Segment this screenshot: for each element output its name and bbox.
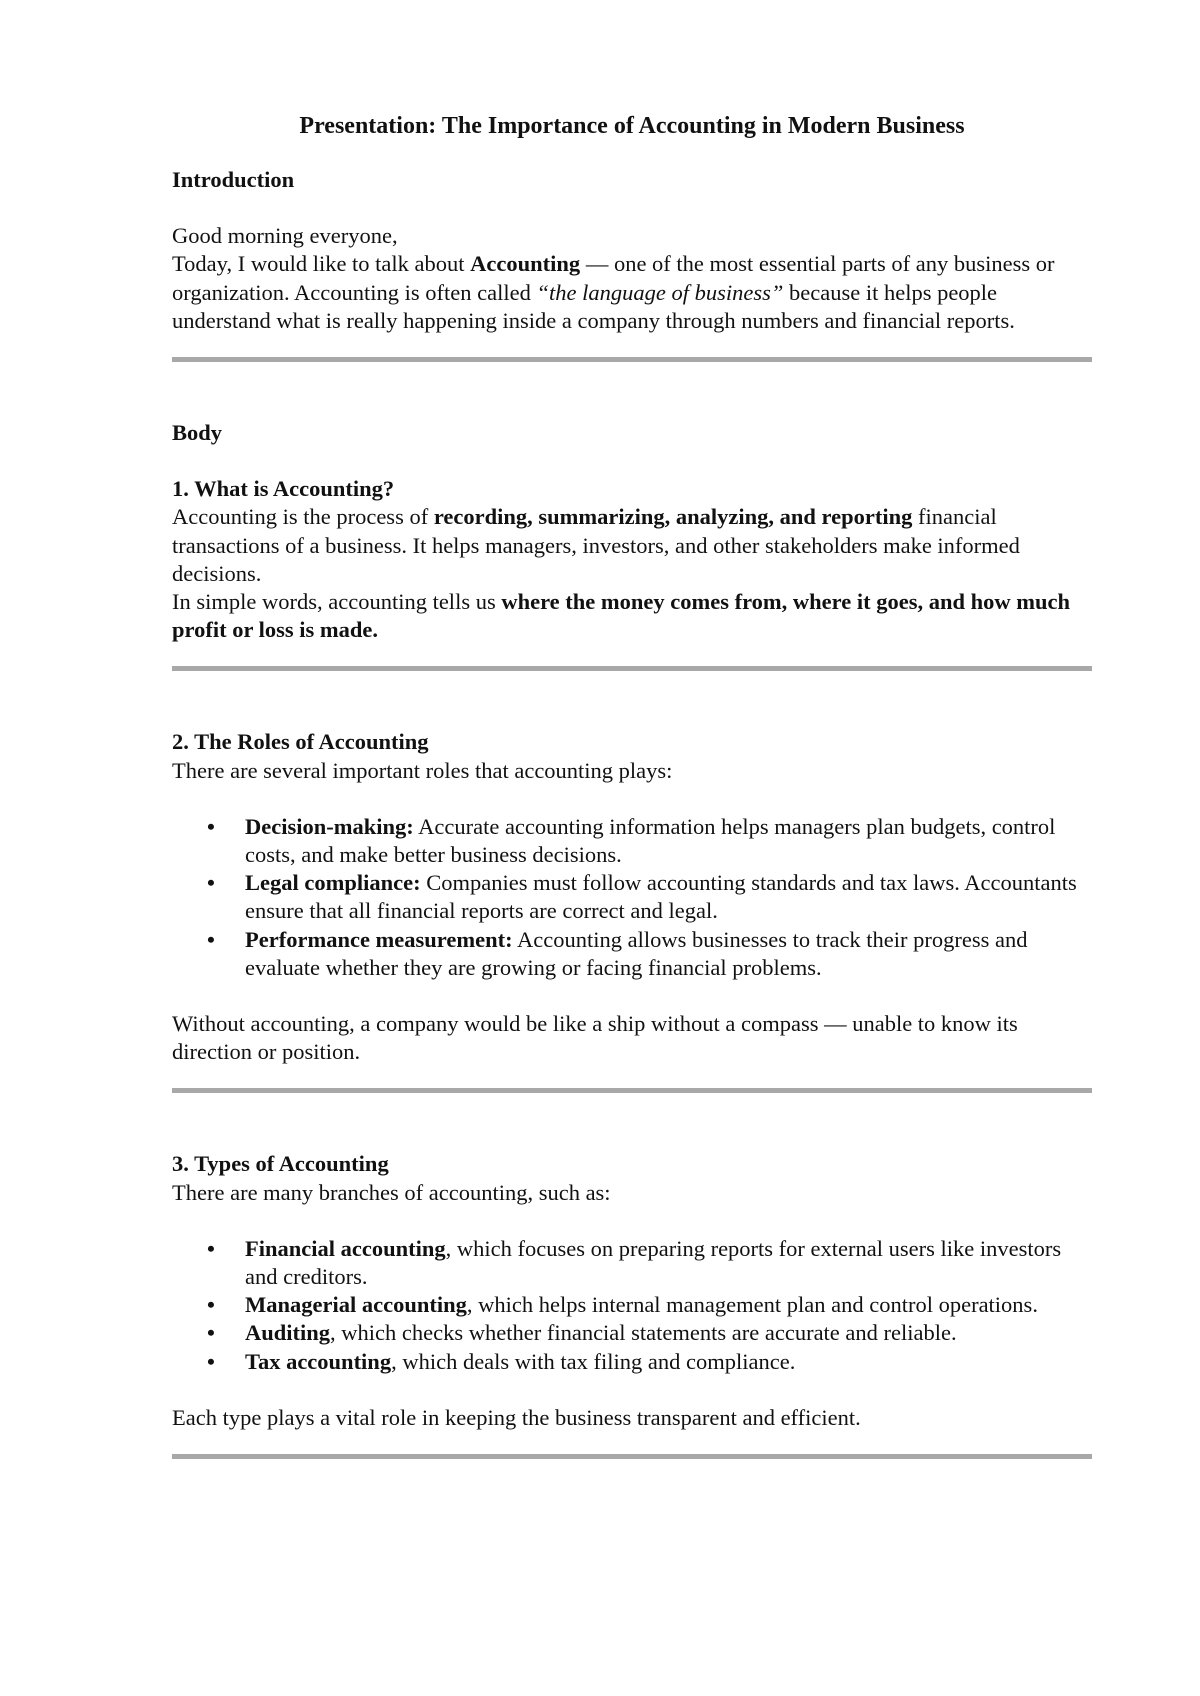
list-item-term: Financial accounting: [245, 1235, 446, 1261]
list-item: [172, 926, 1092, 982]
intro-text-pre: Today, I would like to talk about: [172, 251, 471, 277]
roles-list: [172, 813, 1092, 982]
list-item-text: , which checks whether financial statements are accurate and reliable.: [330, 1320, 957, 1346]
intro-text-italic: “the language of business”: [536, 279, 784, 305]
list-item-term: Managerial accounting: [245, 1292, 467, 1318]
section1-p2-bold: where the money comes from, where it goes, and how much profit or loss is made.: [172, 589, 1071, 643]
list-item-term: Performance measurement:: [245, 926, 513, 952]
list-item-text: Accurate accounting information helps managers plan budgets, control costs, and make better business decisions.: [245, 813, 1056, 868]
body-heading: Body: [172, 420, 223, 446]
bullet-icon: •: [207, 1235, 215, 1261]
list-item-term: Auditing: [245, 1320, 331, 1346]
document-content: [172, 110, 1092, 1459]
section3-closing: Each type plays a vital role in keeping the business transparent and efficient.: [172, 1404, 861, 1430]
section1-p1-post: financial transactions of a business. It helps managers, investors, and other stakeholders make informed decisions.: [172, 504, 1020, 586]
intro-text-mid: — one of the most essential parts of any business or organization. Accounting is often called: [172, 251, 1055, 305]
types-list: [172, 1235, 1092, 1376]
bullet-icon: •: [207, 1292, 215, 1318]
intro-greeting: Good morning everyone,: [172, 223, 398, 249]
bullet-icon: •: [207, 1348, 215, 1374]
list-item-text: , which helps internal management plan and control operations.: [466, 1292, 1038, 1318]
intro-text-bold: Accounting: [470, 251, 581, 277]
intro-text-post: because it helps people understand what is really happening inside a company through numbers and financial reports.: [172, 279, 1015, 333]
bullet-icon: •: [207, 1320, 215, 1346]
list-item-text: Accounting allows businesses to track their progress and evaluate whether they are growing or facing financial problems.: [245, 926, 1028, 980]
list-item: [172, 1319, 1092, 1347]
list-item-text: , which focuses on preparing reports for external users like investors and creditors.: [245, 1235, 1062, 1290]
list-item-term: Tax accounting: [245, 1348, 392, 1374]
section2-heading: 2. The Roles of Accounting: [172, 729, 429, 755]
list-item: [172, 1348, 1092, 1376]
list-item-text: , which deals with tax filing and compliance.: [391, 1348, 796, 1374]
section1-heading: 1. What is Accounting?: [172, 476, 395, 502]
list-item-term: Decision-making:: [245, 813, 414, 839]
section1-p1-bold: recording, summarizing, analyzing, and reporting: [433, 504, 913, 530]
divider: [172, 1454, 1092, 1459]
list-item: [172, 1235, 1092, 1291]
list-item: [172, 869, 1092, 925]
section1-p1-pre: Accounting is the process of: [172, 504, 434, 530]
list-item: [172, 813, 1092, 869]
section3-intro: There are many branches of accounting, such as:: [172, 1179, 611, 1205]
bullet-icon: •: [207, 870, 215, 896]
section2-intro: There are several important roles that accounting plays:: [172, 757, 673, 783]
section1-paragraph-1: [172, 503, 1092, 588]
bullet-icon: •: [207, 813, 215, 839]
list-item-term: Legal compliance:: [245, 870, 421, 896]
bullet-icon: •: [207, 926, 215, 952]
list-item: [172, 1291, 1092, 1319]
section1-paragraph-2: [172, 588, 1092, 644]
section1-p2-pre: In simple words, accounting tells us: [172, 589, 502, 615]
intro-heading: Introduction: [172, 167, 295, 192]
section2-closing: Without accounting, a company would be like a ship without a compass — unable to know its direction or position.: [172, 1011, 1018, 1065]
list-item-text: Companies must follow accounting standards and tax laws. Accountants ensure that all financial reports are correct and legal.: [245, 870, 1077, 924]
document-title: Presentation: The Importance of Accounting in Modern Business: [299, 113, 965, 139]
section3-heading: 3. Types of Accounting: [172, 1151, 389, 1177]
intro-paragraph: [172, 250, 1092, 335]
